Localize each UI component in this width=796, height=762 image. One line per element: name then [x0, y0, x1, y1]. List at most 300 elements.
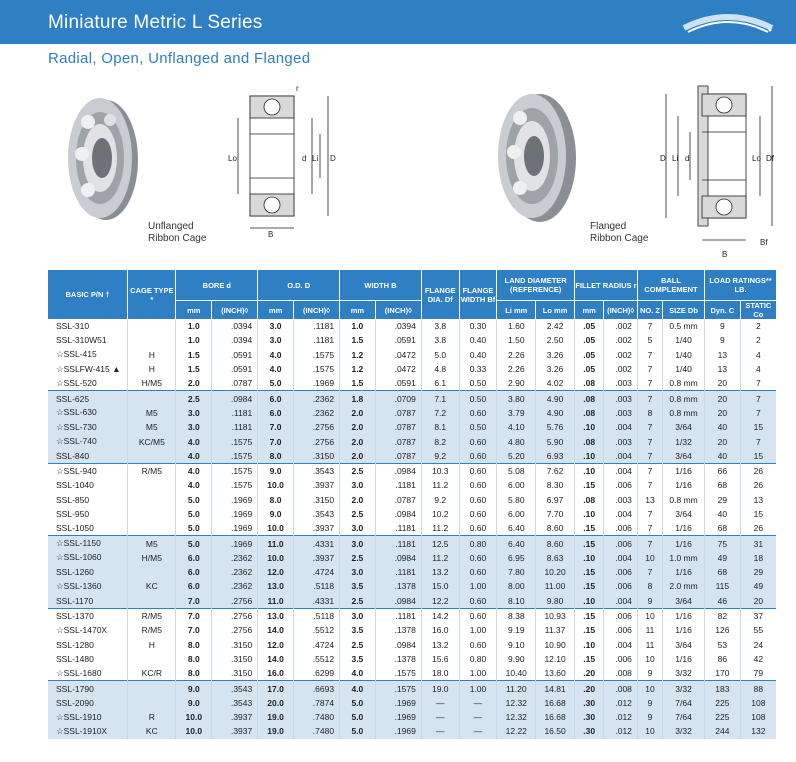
cell-bore-inch: .0787 — [212, 376, 258, 391]
cell-load-static: 15 — [740, 420, 776, 434]
cell-flange-width: 1.00 — [459, 623, 497, 637]
cell-fillet-inch: .003 — [604, 406, 638, 420]
th-ball-complement: BALL COMPLEMENT — [637, 270, 704, 301]
th-fillet-radius: FILLET RADIUS r — [574, 270, 637, 301]
cell-ball-size: 3/64 — [663, 507, 705, 521]
cell-cage-type — [128, 507, 176, 521]
cell-load-dyn: 115 — [705, 579, 741, 593]
cell-land-lo: 11.00 — [536, 579, 575, 593]
th-width: WIDTH B — [340, 270, 422, 301]
cell-od-mm: 20.0 — [258, 696, 294, 710]
cell-width-inch: .1181 — [375, 521, 421, 536]
cell-load-dyn: 40 — [705, 449, 741, 464]
cell-ball-size: 0.8 mm — [663, 406, 705, 420]
cell-fillet-inch: .003 — [604, 434, 638, 448]
cell-load-static: 15 — [753, 509, 764, 519]
cell-land-lo: 2.50 — [536, 333, 575, 347]
cell-bore-mm: 9.0 — [176, 681, 212, 696]
cell-od-inch: .3937 — [293, 521, 339, 536]
cell-width-inch: .0984 — [375, 463, 421, 478]
cell-od-inch: .2362 — [293, 391, 339, 406]
cell-cage-type — [128, 652, 176, 666]
cell-load-dyn: 75 — [705, 536, 741, 551]
cell-od-inch: .5118 — [293, 579, 339, 593]
cell-od-mm: 14.0 — [258, 623, 294, 637]
cell-cage-type: H/M5 — [128, 551, 176, 565]
cell-fillet-mm: .10 — [574, 551, 603, 565]
cell-fillet-mm: .15 — [574, 608, 603, 623]
dim-r-label: r — [296, 84, 299, 93]
th-od: O.D. D — [258, 270, 340, 301]
cell-load-static: 2 — [755, 321, 761, 332]
cell-width-mm: 5.0 — [340, 696, 376, 710]
cell-land-lo: 16.50 — [536, 724, 575, 738]
cell-ball-no: 10 — [637, 681, 662, 696]
cell-fillet-mm: .10 — [574, 420, 603, 434]
cell-flange-width: — — [459, 724, 497, 738]
cell-fillet-mm: .15 — [574, 579, 603, 593]
cell-bore-inch: .1575 — [212, 478, 258, 492]
table-row — [48, 362, 776, 376]
dim-d-label: d — [302, 154, 307, 163]
cell-od-mm: 10.0 — [258, 521, 294, 536]
cell-width-inch: .0984 — [375, 507, 421, 521]
cell-od-mm: 8.0 — [258, 449, 294, 464]
th-dyn: Dyn. C — [705, 301, 741, 320]
cell-od-inch: .6299 — [293, 666, 339, 681]
cell-ball-size: 3/64 — [663, 638, 705, 652]
th-size-db: SIZE Db — [663, 301, 705, 320]
cell-flange-width: — — [459, 710, 497, 724]
cell-fillet-inch: .006 — [604, 521, 638, 536]
cell-flange-width: 1.00 — [459, 579, 497, 593]
cell-cage-type — [128, 449, 176, 464]
cell-ball-no: 9 — [637, 666, 662, 681]
cell-land-li: 5.08 — [497, 463, 536, 478]
cell-load-static: 13 — [753, 494, 764, 505]
cell-load-dyn: 66 — [705, 463, 741, 478]
cell-fillet-inch: .006 — [604, 652, 638, 666]
th-bore: BORE d — [176, 270, 258, 301]
cell-fillet-mm: .10 — [574, 638, 603, 652]
table-row — [48, 638, 776, 652]
cell-flange-width: 0.60 — [459, 594, 497, 609]
cell-load-static: 15 — [740, 449, 776, 464]
cell-basic-pn: SSL-1260 — [48, 565, 128, 579]
cell-od-mm: 10.0 — [258, 478, 294, 492]
cell-cage-type: KC — [128, 724, 176, 738]
cell-ball-no: 7 — [637, 362, 662, 376]
cell-cage-type — [128, 521, 176, 536]
cell-load-static: 2 — [755, 335, 761, 346]
table-row — [48, 652, 776, 666]
table-row — [48, 420, 776, 434]
cell-od-inch: .5512 — [293, 652, 339, 666]
cell-load-static: 20 — [740, 594, 776, 609]
cell-ball-size: 0.8 mm — [663, 391, 705, 406]
cell-load-static: 55 — [753, 625, 764, 636]
cell-width-mm: 3.0 — [340, 536, 376, 551]
cell-land-li: 6.40 — [497, 521, 536, 536]
cell-width-mm: 3.0 — [340, 565, 376, 579]
cell-fillet-inch: .004 — [604, 507, 638, 521]
cell-ball-no: 7 — [637, 434, 662, 448]
cell-bore-inch: .3543 — [212, 681, 258, 696]
cell-flange-width: 0.60 — [459, 463, 497, 478]
cell-land-lo: 10.20 — [536, 565, 575, 579]
th-fillet-inch: (INCH)◊ — [604, 301, 638, 320]
cell-bore-inch: .1181 — [212, 406, 258, 420]
table-row — [48, 623, 776, 637]
cell-flange-width: 0.50 — [459, 391, 497, 406]
unflanged-bearing-photo — [48, 92, 140, 222]
cell-od-mm: 17.0 — [258, 681, 294, 696]
cell-land-li: 2.26 — [497, 348, 536, 362]
cell-flange-dia: 12.5 — [421, 536, 459, 551]
table-row — [48, 449, 776, 464]
cell-flange-width: 0.60 — [459, 406, 497, 420]
cell-od-inch: .1969 — [293, 376, 339, 391]
cell-flange-dia: 11.2 — [421, 551, 459, 565]
cell-basic-pn: ☆SSL-1360 — [48, 579, 128, 593]
table-row — [48, 579, 776, 593]
cell-ball-size: 1/40 — [663, 348, 705, 362]
cell-width-inch: .1969 — [375, 696, 421, 710]
dim-lo-label: Lo — [228, 154, 237, 163]
table-row — [48, 608, 776, 623]
cell-bore-mm: 4.0 — [176, 478, 212, 492]
cell-od-mm: 9.0 — [258, 463, 294, 478]
cell-land-lo: 3.26 — [536, 362, 575, 376]
cell-od-inch: .7874 — [293, 696, 339, 710]
cell-width-inch: .1378 — [375, 652, 421, 666]
dim-flanged-li-label: Li — [672, 154, 679, 163]
cell-width-mm: 2.0 — [340, 406, 376, 420]
cell-fillet-mm: .30 — [574, 724, 603, 738]
cell-flange-width: 0.60 — [459, 551, 497, 565]
cell-flange-dia: 10.3 — [421, 463, 459, 478]
cell-land-li: 9.10 — [497, 638, 536, 652]
flanged-bearing-photo — [478, 86, 578, 226]
cell-bore-inch: .2756 — [212, 623, 258, 637]
cell-flange-dia: 13.2 — [421, 638, 459, 652]
cell-bore-inch: .3543 — [212, 696, 258, 710]
cell-load-static: 26 — [740, 463, 776, 478]
cell-bore-mm: 4.0 — [176, 463, 212, 478]
cell-fillet-mm: .10 — [574, 507, 603, 521]
cell-fillet-inch: .008 — [604, 681, 638, 696]
cell-flange-dia: — — [421, 710, 459, 724]
cell-ball-no: 9 — [637, 594, 662, 609]
cell-ball-no: 9 — [637, 710, 662, 724]
cell-bore-inch: .1575 — [212, 449, 258, 464]
cell-flange-width: 0.60 — [459, 449, 497, 464]
th-flange-width: FLANGE WIDTH Bf — [459, 270, 497, 319]
cell-fillet-inch: .012 — [604, 696, 638, 710]
cell-land-lo: 16.68 — [536, 696, 575, 710]
cell-load-dyn: 170 — [705, 666, 741, 681]
cell-cage-type: M5 — [128, 536, 176, 551]
cell-basic-pn: ☆SSL-415 — [48, 348, 128, 362]
cell-bore-mm: 1.0 — [176, 333, 212, 347]
cell-od-mm: 12.0 — [258, 565, 294, 579]
cell-od-inch: .4724 — [293, 565, 339, 579]
cell-basic-pn: ☆SSL-1150 — [48, 536, 128, 551]
cell-bore-mm: 1.5 — [176, 348, 212, 362]
cell-width-inch: .1181 — [375, 478, 421, 492]
cell-flange-dia: 7.1 — [421, 391, 459, 406]
cell-width-mm: 3.5 — [340, 652, 376, 666]
cell-od-mm: 4.0 — [258, 348, 294, 362]
cell-load-dyn: 20 — [705, 434, 741, 448]
cell-fillet-inch: .006 — [604, 579, 638, 593]
page-subtitle: Radial, Open, Unflanged and Flanged — [48, 50, 311, 67]
cell-bore-inch: .1969 — [212, 536, 258, 551]
cell-basic-pn: ☆SSL-740 — [48, 434, 128, 448]
page-title: Miniature Metric L Series — [48, 12, 263, 33]
cell-flange-dia: 9.2 — [421, 449, 459, 464]
cell-land-lo: 4.02 — [536, 376, 575, 391]
cell-od-mm: 10.0 — [258, 551, 294, 565]
cell-load-static: 29 — [740, 565, 776, 579]
cell-flange-dia: 11.2 — [421, 521, 459, 536]
dim-flanged-lo-label: Lo — [752, 154, 761, 163]
cell-load-dyn: 244 — [705, 724, 741, 738]
cell-fillet-mm: .05 — [574, 333, 603, 347]
cell-fillet-mm: .08 — [574, 434, 603, 448]
cell-bore-inch: .2362 — [212, 579, 258, 593]
cell-od-mm: 19.0 — [258, 710, 294, 724]
cell-width-mm: 2.5 — [340, 638, 376, 652]
cell-basic-pn: ☆SSLFW-415 ▲ — [48, 362, 128, 376]
table-row — [48, 333, 776, 347]
table-row — [48, 536, 776, 551]
cell-ball-no: 13 — [637, 493, 662, 507]
cell-fillet-inch: .004 — [604, 463, 638, 478]
cell-fillet-inch: .004 — [604, 594, 638, 609]
cell-width-mm: 5.0 — [340, 710, 376, 724]
cell-flange-dia: 8.2 — [421, 434, 459, 448]
cell-flange-dia: 11.2 — [421, 478, 459, 492]
cell-ball-size: 1/16 — [663, 608, 705, 623]
dim-flanged-d-label: D — [660, 154, 666, 163]
cell-land-lo: 11.37 — [536, 623, 575, 637]
cell-flange-width: 0.60 — [459, 478, 497, 492]
bearing-spec-table — [48, 270, 776, 739]
cell-fillet-inch: .006 — [604, 623, 638, 637]
cell-fillet-mm: .20 — [574, 666, 603, 681]
cell-flange-width: 1.00 — [459, 681, 497, 696]
cell-ball-size: 1/32 — [663, 434, 705, 448]
th-land-diameter: LAND DIAMETER (REFERENCE) — [497, 270, 575, 301]
cell-land-li: 4.80 — [497, 434, 536, 448]
cell-bore-mm: 3.0 — [176, 406, 212, 420]
cell-ball-no: 7 — [637, 391, 662, 406]
cell-ball-size: 2.0 mm — [663, 579, 705, 593]
cell-ball-size: 1/16 — [663, 521, 705, 536]
flanged-cross-section-diagram — [652, 80, 782, 250]
cell-load-dyn: 29 — [705, 493, 741, 507]
cell-width-mm: 1.5 — [340, 376, 376, 391]
cell-ball-size: 7/64 — [663, 710, 705, 724]
cell-cage-type: H — [128, 362, 176, 376]
th-lo: Lo mm — [536, 301, 575, 320]
cell-flange-width: 0.60 — [459, 507, 497, 521]
cell-load-static: 108 — [740, 696, 776, 710]
cell-bore-mm: 6.0 — [176, 565, 212, 579]
cell-load-static: 42 — [753, 653, 764, 664]
cell-flange-width: 0.80 — [459, 652, 497, 666]
table-row — [48, 696, 776, 710]
cell-basic-pn: ☆SSL-1680 — [48, 666, 128, 681]
cell-width-mm: 2.5 — [340, 463, 376, 478]
cell-width-mm: 3.0 — [340, 521, 376, 536]
cell-basic-pn: SSL-1280 — [48, 638, 128, 652]
cell-land-li: 8.10 — [497, 594, 536, 609]
cell-ball-no: 7 — [637, 507, 662, 521]
cell-basic-pn: SSL-1370 — [48, 608, 128, 623]
cell-land-li: 3.80 — [497, 391, 536, 406]
cell-width-mm: 1.2 — [340, 362, 376, 376]
cell-ball-no: 10 — [637, 724, 662, 738]
cell-land-li: 12.32 — [497, 696, 536, 710]
cell-basic-pn: SSL-1790 — [48, 681, 128, 696]
spec-table-body — [48, 319, 776, 739]
cell-ball-size: 0.8 mm — [663, 376, 705, 391]
cell-land-lo: 6.97 — [536, 493, 575, 507]
cell-width-mm: 1.0 — [340, 319, 376, 333]
cell-ball-no: 10 — [637, 551, 662, 565]
cell-width-inch: .1575 — [375, 666, 421, 681]
cell-width-inch: .0591 — [375, 333, 421, 347]
cell-cage-type: R/M5 — [128, 623, 176, 637]
cell-ball-no: 7 — [637, 376, 662, 391]
cell-ball-no: 7 — [637, 319, 662, 333]
cell-load-static: 4 — [755, 364, 761, 375]
cell-width-mm: 3.5 — [340, 623, 376, 637]
cell-fillet-mm: .05 — [574, 319, 603, 333]
th-od-mm: mm — [258, 301, 294, 320]
cell-land-li: 5.80 — [497, 493, 536, 507]
th-basic-pn: BASIC P/N † — [48, 270, 128, 319]
cell-land-li: 10.40 — [497, 666, 536, 681]
cell-od-mm: 7.0 — [258, 420, 294, 434]
table-row — [48, 391, 776, 406]
cell-cage-type: H/M5 — [128, 376, 176, 391]
cell-fillet-inch: .006 — [604, 608, 638, 623]
cell-land-lo: 14.81 — [536, 681, 575, 696]
cell-fillet-mm: .10 — [574, 449, 603, 464]
cell-basic-pn: SSL-840 — [48, 449, 128, 464]
cell-width-inch: .1378 — [375, 623, 421, 637]
cell-fillet-inch: .004 — [604, 551, 638, 565]
cell-bore-inch: .1575 — [212, 434, 258, 448]
cell-bore-mm: 6.0 — [176, 551, 212, 565]
cell-ball-size: 1/40 — [663, 362, 705, 376]
cell-width-mm: 2.5 — [340, 507, 376, 521]
cell-load-static: 108 — [740, 710, 776, 724]
cell-ball-size: 0.5 mm — [663, 319, 705, 333]
cell-load-static: 88 — [740, 681, 776, 696]
cell-width-inch: .0787 — [375, 449, 421, 464]
cell-flange-width: 0.50 — [459, 420, 497, 434]
cell-load-static: 132 — [740, 724, 776, 738]
cell-width-mm: 3.0 — [340, 608, 376, 623]
cell-cage-type — [128, 319, 176, 333]
cell-flange-width: 0.60 — [459, 434, 497, 448]
cell-od-inch: .4331 — [293, 536, 339, 551]
cell-flange-dia: 15.6 — [421, 652, 459, 666]
cell-ball-no: 7 — [637, 521, 662, 536]
table-row — [48, 551, 776, 565]
cell-flange-width: 0.80 — [459, 536, 497, 551]
cell-land-lo: 3.26 — [536, 348, 575, 362]
cell-flange-dia: 4.8 — [421, 362, 459, 376]
cell-flange-dia: 18.0 — [421, 666, 459, 681]
cell-bore-mm: 8.0 — [176, 666, 212, 681]
cell-bore-inch: .3937 — [212, 724, 258, 738]
cell-fillet-mm: .15 — [574, 565, 603, 579]
cell-fillet-inch: .006 — [604, 565, 638, 579]
cell-flange-dia: 3.8 — [421, 333, 459, 347]
cell-ball-no: 5 — [637, 333, 662, 347]
cell-bore-mm: 7.0 — [176, 594, 212, 609]
table-row — [48, 434, 776, 448]
cell-fillet-inch: .002 — [604, 362, 638, 376]
table-row — [48, 478, 776, 492]
cell-ball-size: 1/16 — [663, 463, 705, 478]
cell-cage-type: R/M5 — [128, 608, 176, 623]
cell-ball-no: 9 — [637, 696, 662, 710]
cell-cage-type: KC/R — [128, 666, 176, 681]
cell-land-lo: 7.70 — [536, 507, 575, 521]
table-row — [48, 493, 776, 507]
cell-bore-inch: .3150 — [212, 652, 258, 666]
cell-bore-inch: .1969 — [212, 493, 258, 507]
cell-ball-size: 3/32 — [663, 681, 705, 696]
cell-bore-inch: .3150 — [212, 638, 258, 652]
cell-load-dyn: 46 — [705, 594, 741, 609]
cell-od-inch: .7480 — [293, 724, 339, 738]
cell-bore-inch: .1181 — [212, 420, 258, 434]
cell-width-inch: .1181 — [375, 565, 421, 579]
cell-ball-size: 3/32 — [663, 724, 705, 738]
cell-land-lo: 13.60 — [536, 666, 575, 681]
cell-ball-size: 3/64 — [663, 449, 705, 464]
cell-od-inch: .3150 — [293, 493, 339, 507]
th-load-ratings: LOAD RATINGS** LB. — [705, 270, 776, 301]
cell-flange-dia: 19.0 — [421, 681, 459, 696]
cell-fillet-mm: .10 — [574, 463, 603, 478]
table-row — [48, 666, 776, 681]
cell-width-mm: 2.0 — [340, 434, 376, 448]
cell-basic-pn: SSL-950 — [48, 507, 128, 521]
cell-load-dyn: 13 — [705, 348, 741, 362]
cell-bore-mm: 1.5 — [176, 362, 212, 376]
cell-width-inch: .0394 — [375, 319, 421, 333]
cell-load-dyn: 9 — [705, 333, 741, 347]
cell-bore-inch: .1969 — [212, 507, 258, 521]
cell-od-mm: 13.0 — [258, 608, 294, 623]
cell-cage-type: R/M5 — [128, 463, 176, 478]
cell-land-lo: 4.90 — [536, 391, 575, 406]
cell-fillet-inch: .004 — [604, 449, 638, 464]
cell-ball-no: 7 — [637, 463, 662, 478]
cell-od-inch: .1181 — [293, 319, 339, 333]
cell-width-inch: .0787 — [375, 493, 421, 507]
cell-width-mm: 2.0 — [340, 493, 376, 507]
cell-ball-size: 1/16 — [663, 652, 705, 666]
